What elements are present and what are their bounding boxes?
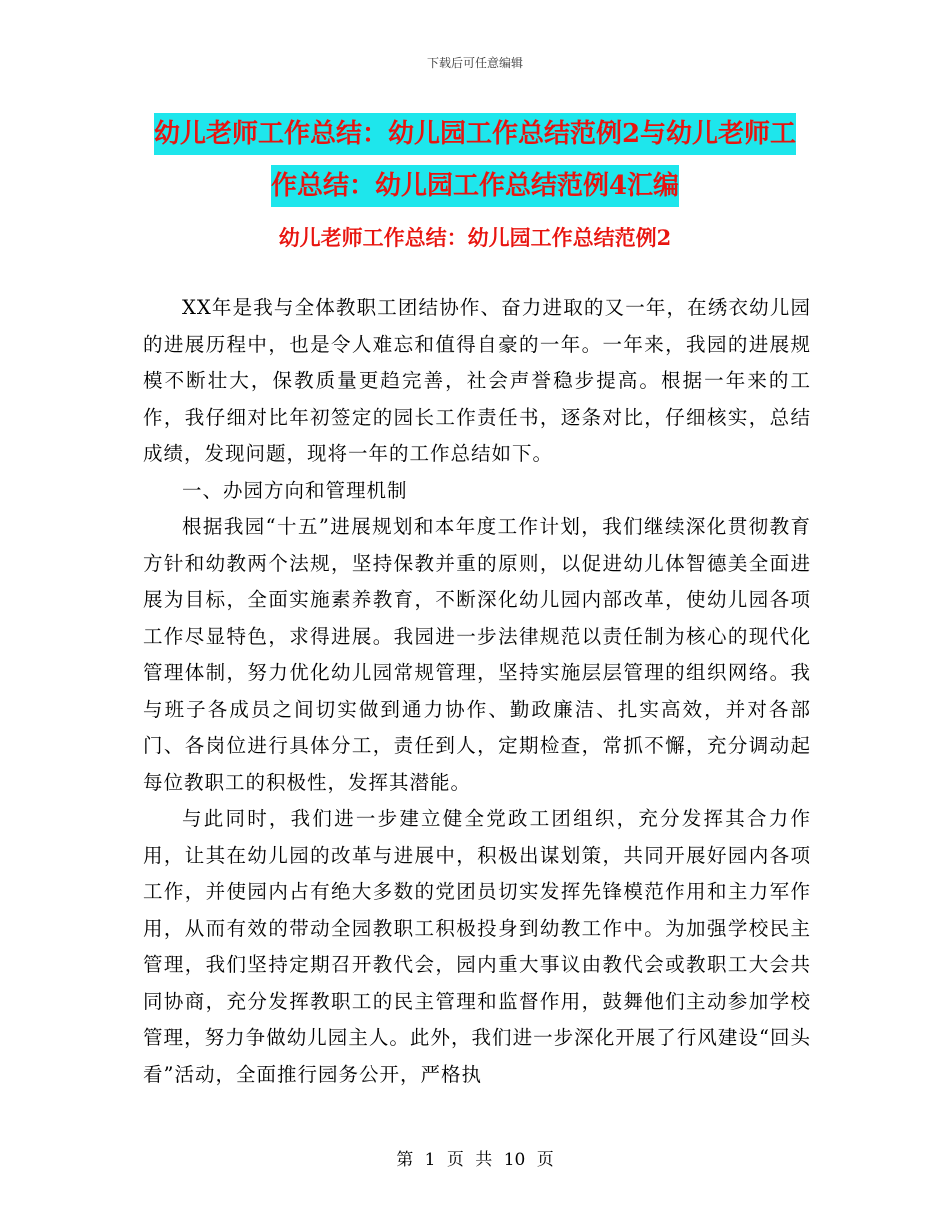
page-number: 第 1 页 共 10 页: [396, 1150, 554, 1170]
paragraph-management: 根据我园“十五”进展规划和本年度工作计划，我们继续深化贯彻教育方针和幼教两个法规，坚持保教并重的原则，以促进幼儿体智德美全面进展为目标，全面实施素养教育，不断深化幼儿园内部改革，使幼儿园各项工作尽显特色，求得进展。我园进一步法律规范以责任制为核心的现代化管理体制，努力优化幼儿园常规管理，坚持实施层层管理的组织网络。我与班子各成员之间切实做到通力协作、勤政廉洁、扎实高效，并对各部门、各岗位进行具体分工，责任到人，定期检查，常抓不懈，充分调动起每位教职工的积极性，发挥其潜能。: [143, 515, 811, 794]
document-title-text: 幼儿老师工作总结：幼儿园工作总结范例2与幼儿老师工作总结：幼儿园工作总结范例4汇编: [154, 113, 796, 207]
paragraph-organization: 与此同时，我们进一步建立健全党政工团组织，充分发挥其合力作用，让其在幼儿园的改革与进展中，积极出谋划策，共同开展好园内各项工作，并使园内占有绝大多数的党团员切实发挥先锋模范作用和主力军作用，从而有效的带动全园教职工积极投身到幼教工作中。为加强学校民主管理，我们坚持定期召开教代会，园内重大事议由教代会或教职工大会共同协商，充分发挥教职工的民主管理和监督作用，鼓舞他们主动参加学校管理，努力争做幼儿园主人。此外，我们进一步深化开展了行风建设“回头看”活动，全面推行园务公开，严格执: [143, 807, 811, 1086]
subheading-management: 一、办园方向和管理机制: [182, 478, 408, 502]
page-header-note: 下载后可任意编辑: [426, 56, 523, 70]
section-title: 幼儿老师工作总结：幼儿园工作总结范例2: [278, 225, 672, 250]
paragraph-intro: XX年是我与全体教职工团结协作、奋力进取的又一年，在绣衣幼儿园的进展历程中，也是令人难忘和值得自豪的一年。一年来，我园的进展规模不断壮大，保教质量更趋完善，社会声誉稳步提高。根据一年来的工作，我仔细对比年初签定的园长工作责任书，逐条对比，仔细核实，总结成绩，发现问题，现将一年的工作总结如下。: [143, 296, 811, 465]
document-title: [150, 108, 800, 212]
document-body: [143, 290, 811, 1093]
